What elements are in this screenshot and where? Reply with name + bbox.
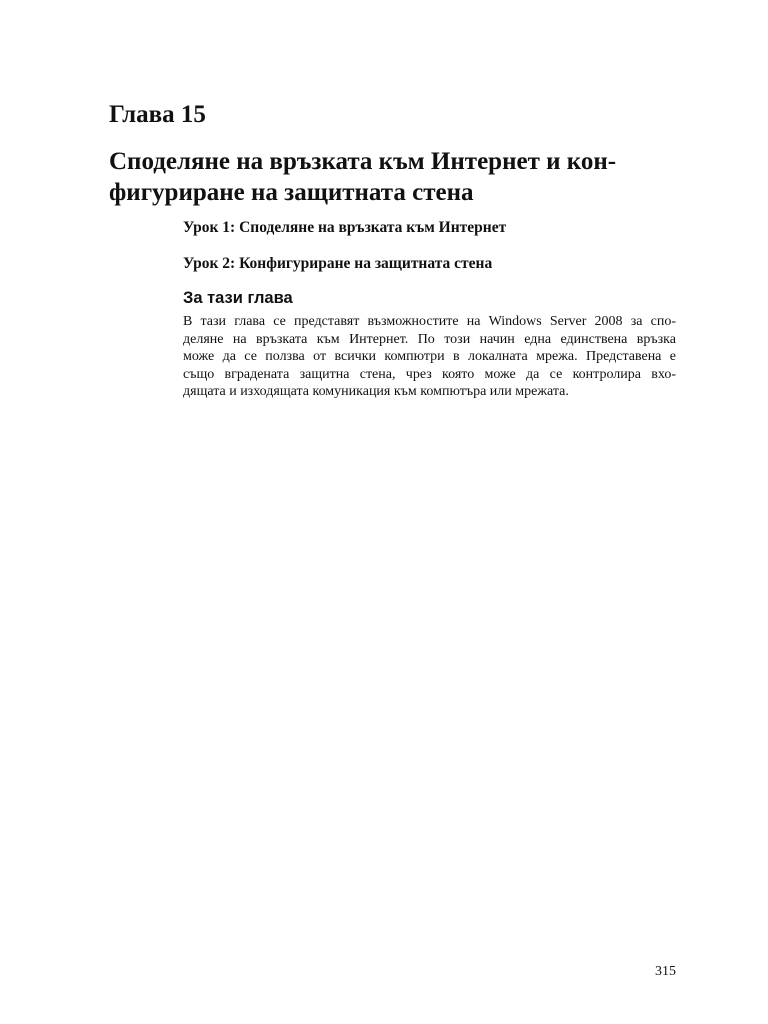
chapter-title <box>109 146 669 208</box>
intro-line-3: може да се ползва от всички компютри в локалната мрежа. Представена е <box>183 349 676 365</box>
intro-line-1: В тази глава се представят възможностите на Windows Server 2008 за спо- <box>183 314 676 329</box>
lesson-2-heading: Урок 2: Конфигуриране на защитната стена <box>183 255 493 272</box>
intro-paragraph <box>183 313 676 401</box>
chapter-number: Глава 15 <box>109 101 206 128</box>
section-heading: За тази глава <box>183 289 293 307</box>
lesson-1-heading: Урок 1: Споделяне на връзката към Интернет <box>183 219 507 236</box>
intro-line-4: също вградената защитна стена, чрез която може да се контролира вхо- <box>183 366 676 382</box>
page-number: 315 <box>655 964 676 979</box>
chapter-title-line-2: фигуриране на защитната стена <box>109 179 474 206</box>
intro-line-2: деляне на връзката към Интернет. По този начин една единствена връзка <box>183 331 676 347</box>
intro-line-5: дящата и изходящата комуникация към компютъра или мрежата. <box>183 384 569 400</box>
chapter-title-line-1: Споделяне на връзката към Интернет и кон- <box>109 148 617 175</box>
